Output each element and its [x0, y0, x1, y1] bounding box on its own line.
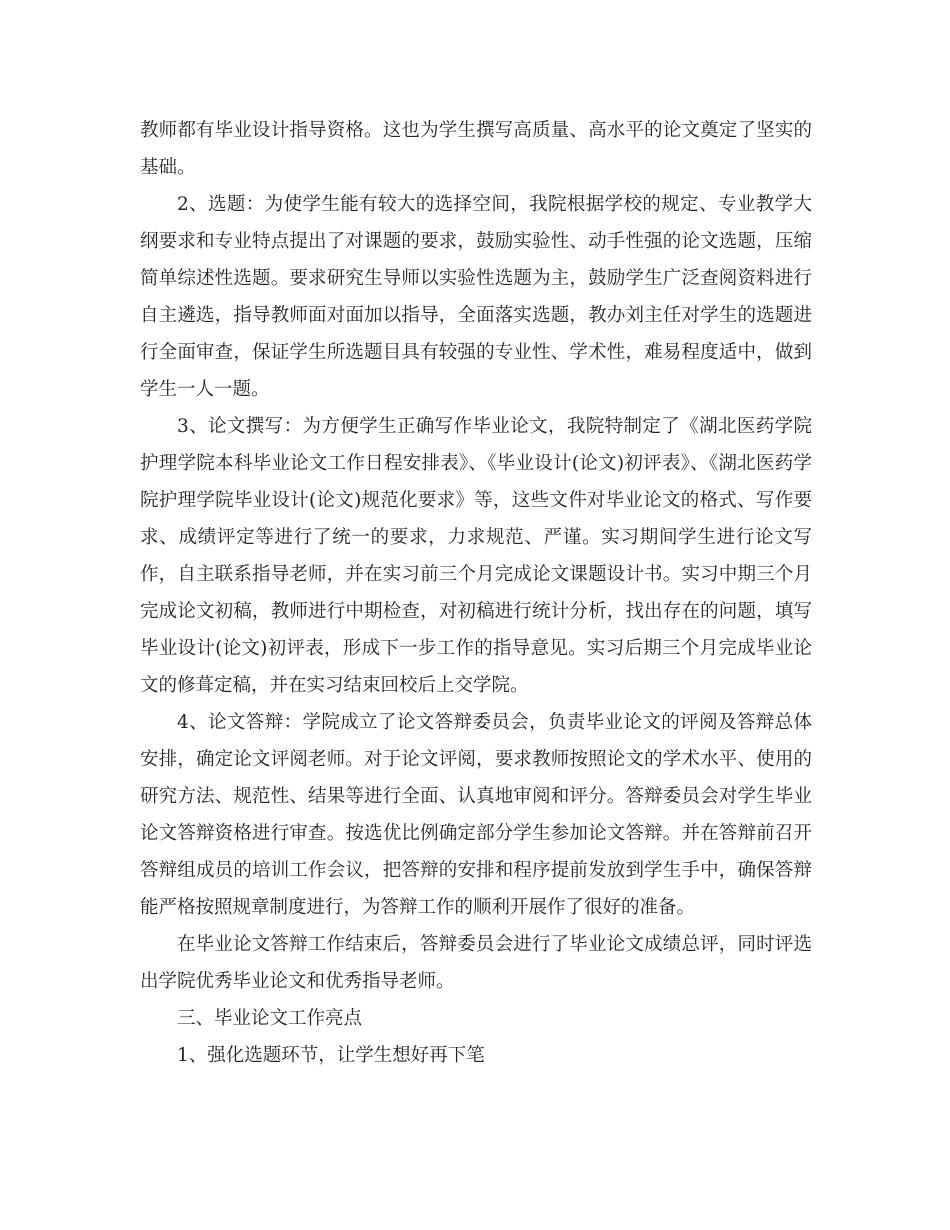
paragraph-thesis-defense: 4、论文答辩：学院成立了论文答辩委员会，负责毕业论文的评阅及答辩总体安排，确定论文评阅老师。对于论文评阅，要求教师按照论文的学术水平、使用的研究方法、规范性、结果等进行全面、认真地审阅和评分。答辩委员会对学生毕业论文答辩资格进行审查。按选优比例确定部分学生参加论文答辩。并在答辩前召开答辩组成员的培训工作会议，把答辩的安排和程序提前发放到学生手中，确保答辩能严格按照规章制度进行，为答辩工作的顺利开展作了很好的准备。: [140, 712, 812, 918]
section-heading-highlights: 三、毕业论文工作亮点: [177, 1008, 363, 1029]
paragraph-topic-selection: 2、选题：为使学生能有较大的选择空间，我院根据学校的规定、专业教学大纲要求和专业特点提出了对课题的要求，鼓励实验性、动手性强的论文选题，压缩简单综述性选题。要求研究生导师以实验性选题为主，鼓励学生广泛查阅资料进行自主遴选，指导教师面对面加以指导，全面落实选题，教办刘主任对学生的选题进行全面审查，保证学生所选题目具有较强的专业性、学术性，难易程度适中，做到学生一人一题。: [140, 194, 812, 400]
paragraph-defense-summary: 在毕业论文答辩工作结束后，答辩委员会进行了毕业论文成绩总评，同时评选出学院优秀毕业论文和优秀指导老师。: [140, 934, 812, 992]
paragraph-continuation: 教师都有毕业设计指导资格。这也为学生撰写高质量、高水平的论文奠定了坚实的基础。: [140, 120, 812, 178]
document-body: [140, 112, 812, 1074]
paragraph-thesis-writing: 3、论文撰写：为方便学生正确写作毕业论文，我院特制定了《湖北医药学院护理学院本科毕业论文工作日程安排表》、《毕业设计(论文)初评表》、《湖北医药学院护理学院毕业设计(论文)规范化要求》等，这些文件对毕业论文的格式、写作要求、成绩评定等进行了统一的要求，力求规范、严谨。实习期间学生进行论文写作，自主联系指导老师，并在实习前三个月完成论文课题设计书。实习中期三个月完成论文初稿，教师进行中期检查，对初稿进行统计分析，找出存在的问题，填写毕业设计(论文)初评表，形成下一步工作的指导意见。实习后期三个月完成毕业论文的修葺定稿，并在实习结束回校后上交学院。: [140, 416, 812, 696]
subheading-topic-strengthening: 1、强化选题环节，让学生想好再下笔: [177, 1045, 485, 1066]
